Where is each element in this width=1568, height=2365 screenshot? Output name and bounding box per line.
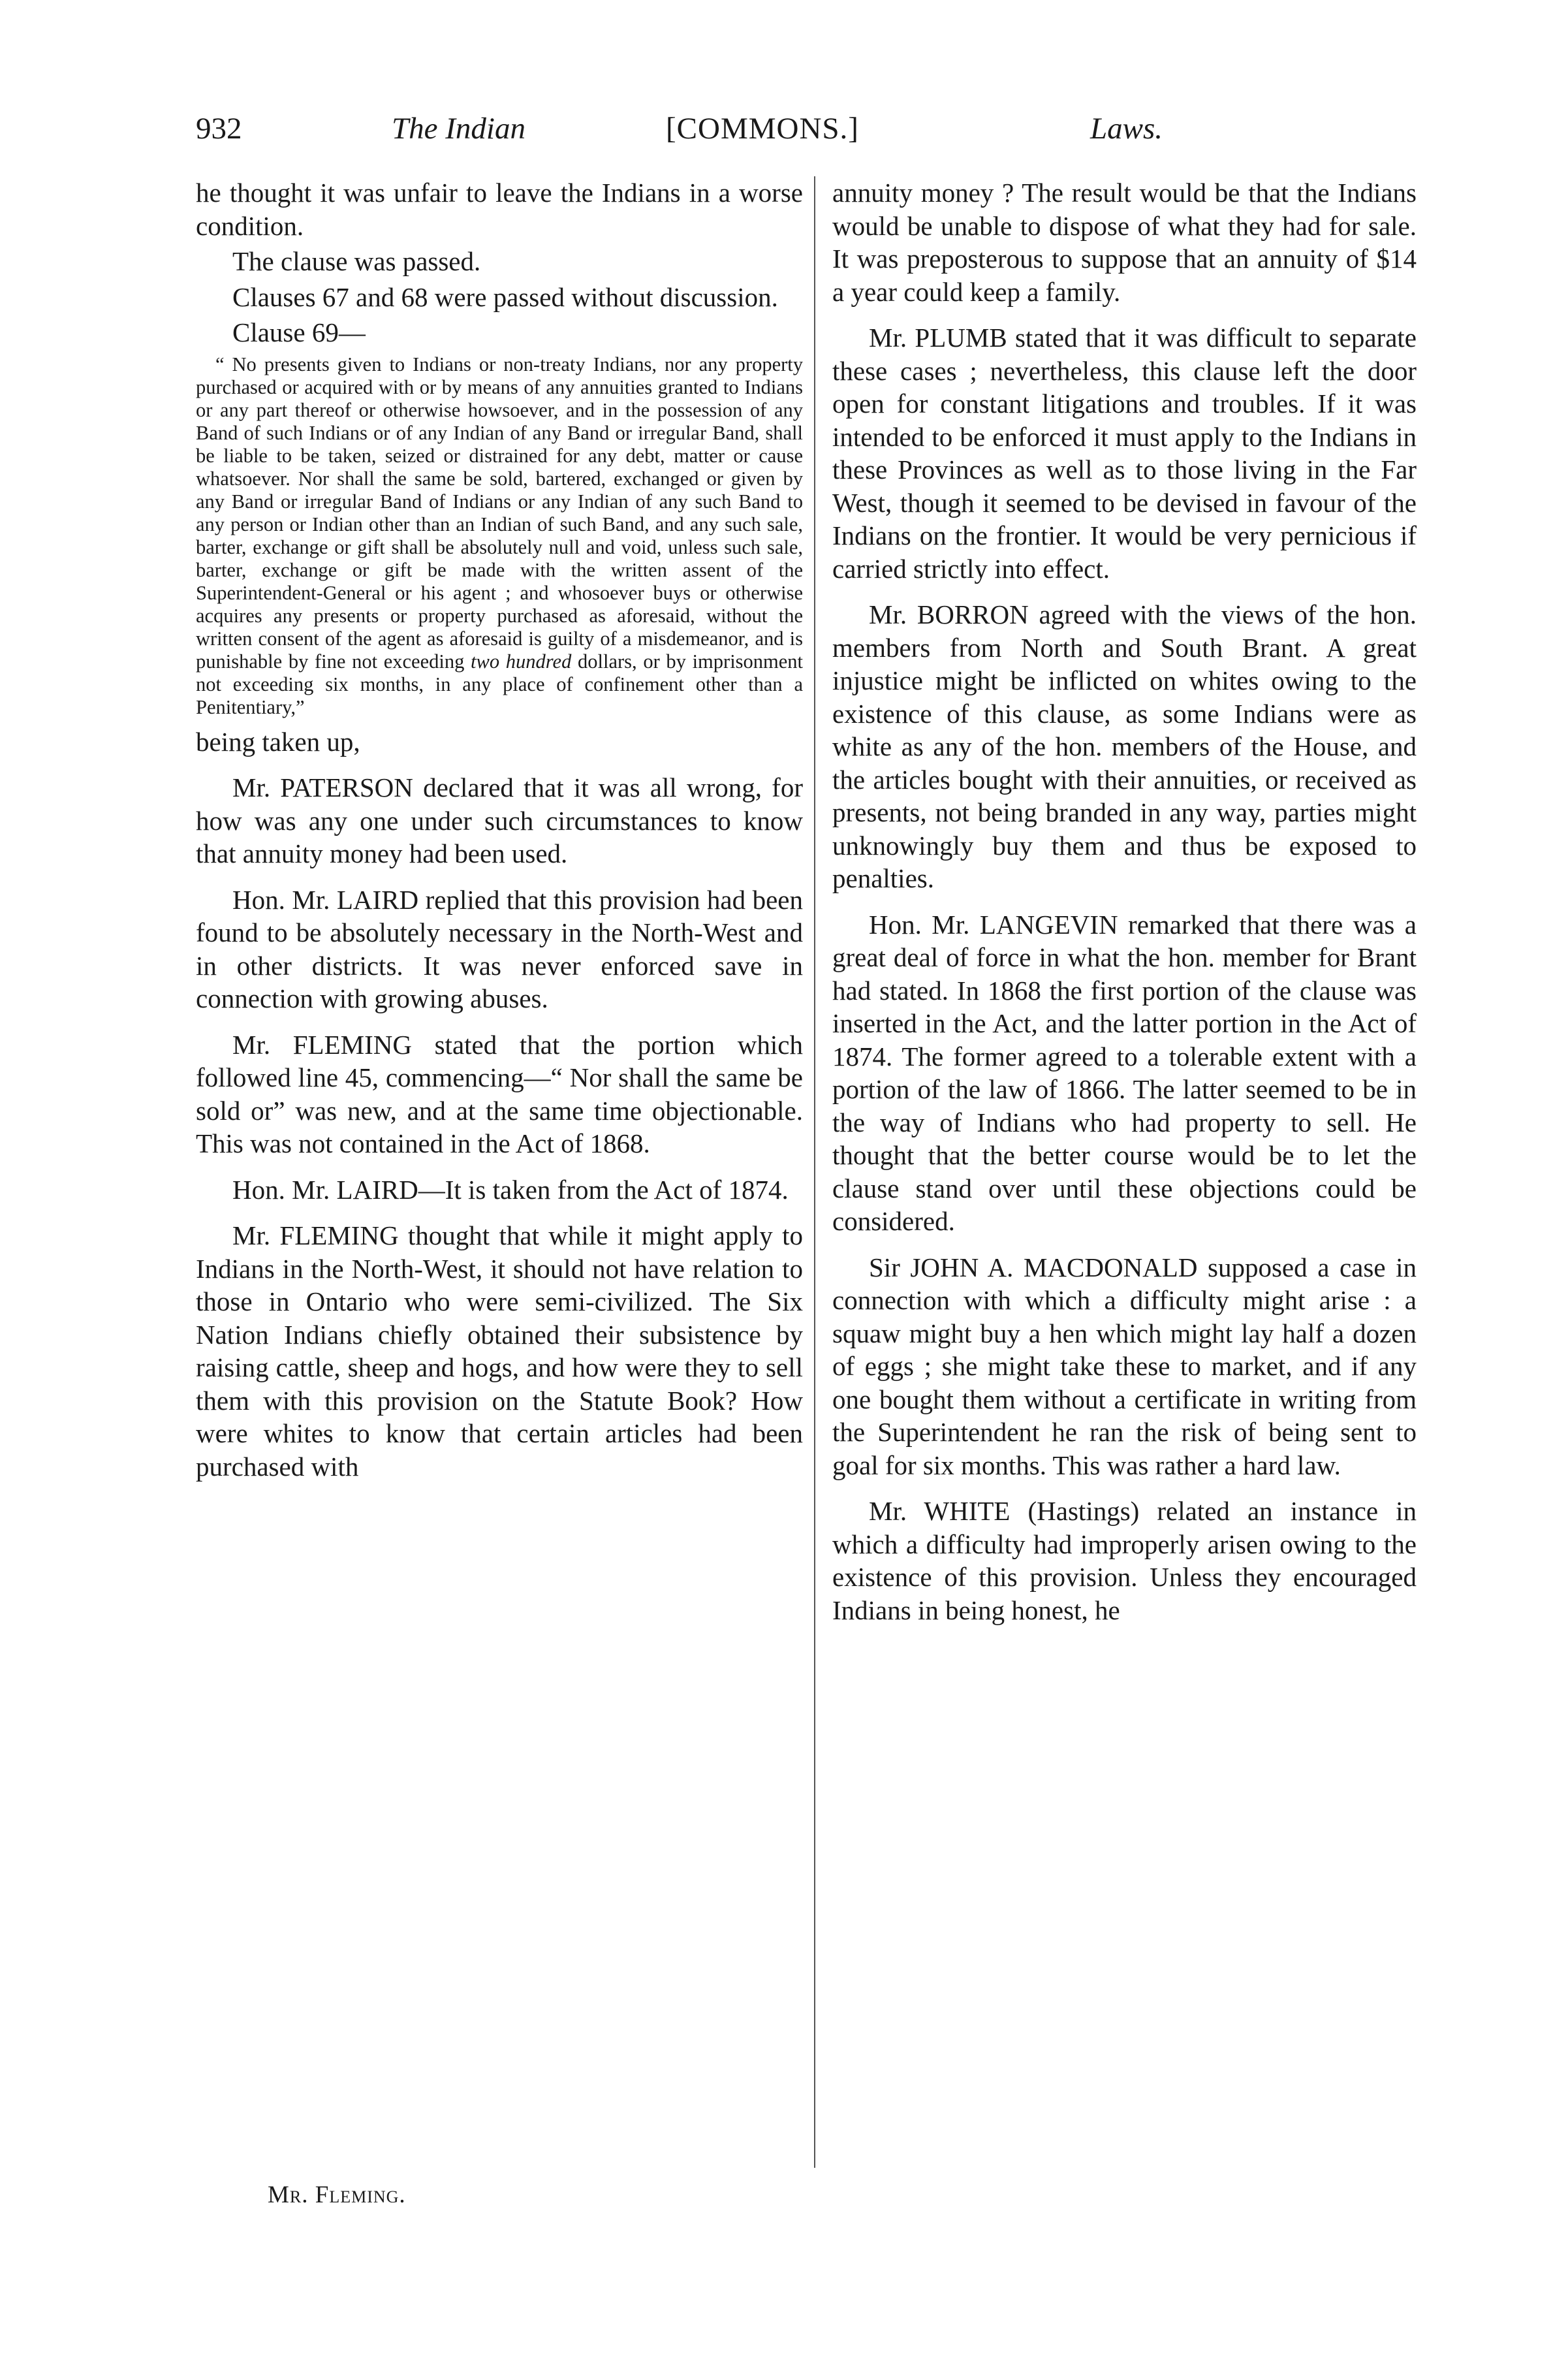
running-header: [196, 111, 1214, 163]
quote-text: “ No presents given to Indians or non-treaty Indians, nor any property purchased or acquired with or by means of any annuities granted to Indians or any part thereof or otherwise howsoever, and in the possession of any Band of such Indians or of any Indian of any Band or irregular Band, shall be liable to be taken, seized or distrained for any debt, matter or cause whatsoever. Nor shall the same be sold, bartered, exchanged or given by any Band or irregular Band of Indians or any Indian of any such Band to any person or Indian other than an Indian of such Band, and any such sale, barter, exchange or gift shall be absolutely null and void, unless such sale, barter, exchange or gift be made with the written assent of the Superintendent-General or his agent ; and whosoever buys or otherwise acquires any presents or property purchased as aforesaid, without the written consent of the agent as aforesaid is guilty of a misdemeanor, and is punishable by fine not exceeding: [196, 353, 803, 673]
header-center: [COMMONS.]: [666, 112, 859, 146]
paragraph: he thought it was unfair to leave the Indians in a worse condition.: [196, 178, 803, 241]
paragraph: Hon. Mr. LAIRD—It is taken from the Act of 1874.: [232, 1174, 789, 1205]
paragraph: annuity money ? The result would be that the Indians would be unable to dispose of what they had for sale. It was preposterous to suppose that an annuity of $14 a year could keep a family.: [832, 178, 1417, 307]
quoted-clause: [196, 353, 803, 719]
paragraph: Hon. Mr. LANGEVIN remarked that there was a great deal of force in what the hon. member for Brant had stated. In 1868 the first portion of the clause was inserted in the Act, and the latter portion in the Act of 1874. The former agreed to a tolerable extent with a portion of the law of 1866. The latter seemed to be in the way of Indians who had property to sell. He thought that the better course would be to let the clause stand over until these objections could be considered.: [832, 909, 1417, 1236]
page-number: 932: [196, 112, 242, 146]
paragraph: Clause 69—: [232, 317, 366, 347]
paragraph: Mr. BORRON agreed with the views of the hon. members from North and South Brant. A great injustice might be inflicted on whites owing to the existence of this clause, as some Indians were as white as any of the hon. members of the House, and the articles bought with their annuities, or received as presents, not being branded in any way, parties might unknowingly buy them and thus be exposed to penalties.: [832, 599, 1417, 893]
quote-italic: two hundred: [471, 650, 572, 673]
right-column: [832, 176, 1417, 1640]
header-right: Laws.: [1090, 112, 1163, 146]
left-column: [196, 176, 803, 1496]
catchword: Mr. Fleming.: [268, 2182, 406, 2208]
header-left: The Indian: [392, 112, 525, 146]
paragraph: Hon. Mr. LAIRD replied that this provision had been found to be absolutely necessary in the North-West and in other districts. It was never enforced save in connection with growing abuses.: [196, 884, 803, 1013]
quote-text: dollars, or by imprisonment not exceeding six months, in any place of confinement other than a Penitentiary,”: [196, 650, 804, 718]
paragraph: Clauses 67 and 68 were passed without discussion.: [232, 281, 778, 312]
paragraph: Mr. FLEMING stated that the portion which followed line 45, commencing—“ Nor shall the same be sold or” was new, and at the same time objectionable. This was not contained in the Act of 1868.: [196, 1029, 803, 1158]
paragraph: Mr. PATERSON declared that it was all wrong, for how was any one under such circumstances to know that annuity money had been used.: [196, 772, 803, 868]
paragraph: The clause was passed.: [232, 246, 481, 276]
column-rule: [814, 176, 815, 2168]
paragraph: Mr. PLUMB stated that it was difficult to separate these cases ; nevertheless, this clause left the door open for constant litigations and troubles. If it was intended to be enforced it must apply to the Indians in these Provinces as well as to those living in the Far West, though it seemed to be devised in favour of the Indians on the frontier. It would be very pernicious if carried strictly into effect.: [832, 323, 1417, 584]
paragraph: Mr. FLEMING thought that while it might apply to Indians in the North-West, it should not have relation to those in Ontario who were semi-civilized. The Six Nation Indians chiefly obtained their subsistence by raising cattle, sheep and hogs, and how were they to sell them with this provision on the Statute Book? How were whites to know that certain articles had been purchased with: [196, 1220, 803, 1482]
paragraph: Mr. WHITE (Hastings) related an instance in which a difficulty had improperly arisen owing to the existence of this provision. Unless they encouraged Indians in being honest, he: [832, 1496, 1417, 1625]
paragraph: Sir JOHN A. MACDONALD supposed a case in connection with which a difficulty might arise : a squaw might buy a hen which might lay half a dozen of eggs ; she might take these to market, and if any one bought them without a certificate in writing from the Superintendent he ran the risk of being sent to goal for six months. This was rather a hard law.: [832, 1252, 1417, 1480]
paragraph: being taken up,: [196, 726, 360, 757]
